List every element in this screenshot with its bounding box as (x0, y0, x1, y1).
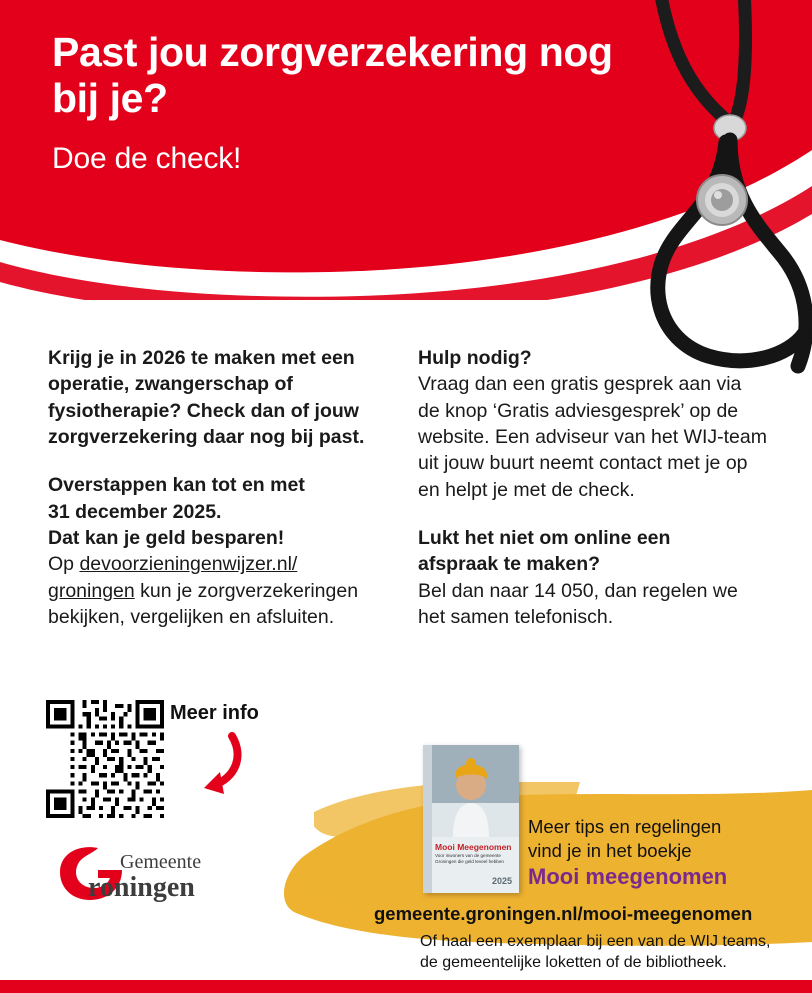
qr-label: Meer info (170, 702, 259, 724)
left-paragraph-2-line3: Dat kan je geld besparen! (48, 526, 285, 549)
left-paragraph-1: Krijg je in 2026 te maken met een operatie, zwangerschap of fysiotherapie? Check dan of jouw zorgverzekering daar nog bij past. (48, 347, 365, 448)
gemeente-groningen-logo (52, 842, 252, 904)
right-heading-2-line1: Lukt het niet om online een (418, 526, 671, 549)
booklet-image (415, 745, 525, 895)
left-paragraph-2-line2: 31 december 2025. (48, 500, 222, 523)
right-heading-2-line2: afspraak te maken? (418, 553, 601, 576)
promo-footer-line-1: Of haal een exemplaar bij een van de WIJ teams, (420, 933, 771, 950)
promo-line-1: Meer tips en regelingen (528, 816, 722, 837)
promo-brand: Mooi meegenomen (528, 864, 728, 890)
booklet-cover (423, 745, 519, 893)
header-text (52, 30, 632, 176)
link-prefix: Op (48, 553, 80, 576)
promo-line-2: vind je in het boekje (528, 839, 692, 861)
left-paragraph-2-line1: Overstappen kan tot en met (48, 474, 305, 497)
right-heading-1: Hulp nodig? (418, 347, 532, 369)
booklet-photo (423, 745, 519, 837)
link-suffix: kun je zorgverzekeringen bekijken, vergelijken en afsluiten. (48, 579, 359, 628)
page-subtitle: Doe de check! (52, 141, 242, 175)
left-column (48, 345, 378, 630)
promo-footer (420, 932, 790, 974)
logo-line2: roningen (88, 872, 195, 903)
booklet-year: 2025 (491, 876, 512, 886)
promo-url[interactable]: gemeente.groningen.nl/mooi-meegenomen (374, 903, 753, 924)
page-title: Past jou zorgverzekering nog bij je? (52, 29, 613, 121)
bottom-red-bar (0, 980, 812, 993)
booklet-subtitle: Voor inwoners van de gemeente Groningen die geld teveel hebben (435, 853, 504, 865)
booklet-spine (423, 745, 432, 893)
booklet-title: Mooi Meegenomen (435, 842, 512, 852)
logo-line1: Gemeente (120, 851, 202, 873)
arrow-icon (160, 728, 250, 808)
qr-code[interactable] (46, 700, 166, 820)
promo-footer-line-2: de gemeentelijke loketten of de bibliotheek. (420, 953, 727, 971)
promo-text (528, 815, 798, 890)
voorzieningenwijzer-link[interactable]: devoorzieningenwijzer.nl/ groningen (48, 553, 298, 602)
left-paragraph-3 (48, 551, 378, 630)
right-paragraph-1: Vraag dan een gratis gesprek aan via de knop ‘Gratis adviesgesprek’ op de website. Een adviseur van het WIJ-team uit jouw buurt neemt contact met je op en helpt je met de check. (418, 373, 767, 501)
right-paragraph-2: Bel dan naar 14 050, dan regelen we het samen telefonisch. (418, 579, 738, 628)
